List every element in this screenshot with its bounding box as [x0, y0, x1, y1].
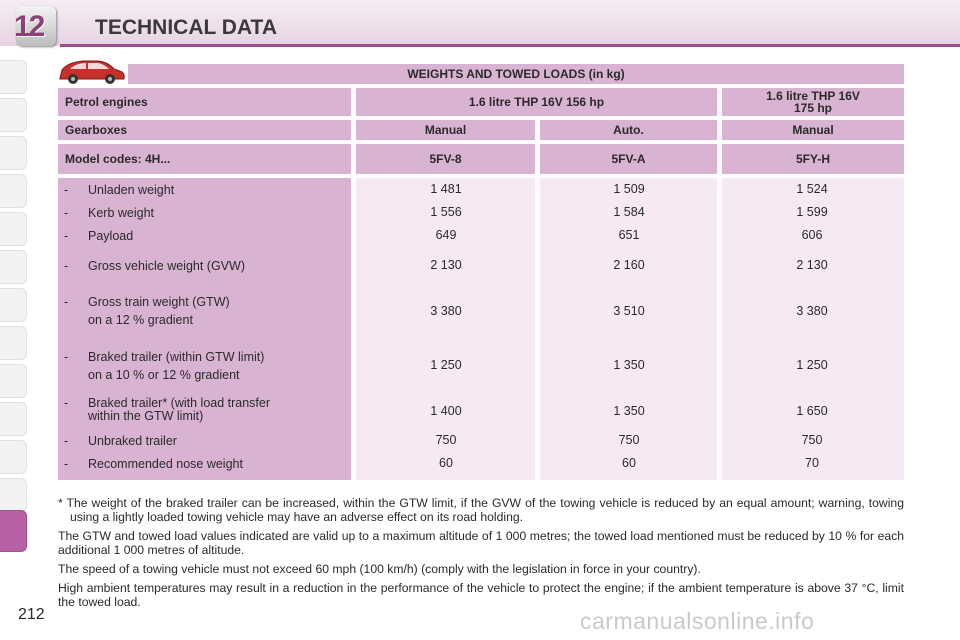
row-label: - Payload: [64, 229, 134, 243]
cell-value: 2 130: [430, 258, 462, 272]
row-label: - Unladen weight: [64, 183, 175, 197]
header-rule: [60, 44, 960, 47]
row-label: - Recommended nose weight: [64, 457, 243, 471]
cell-value: 1 250: [796, 358, 828, 372]
watermark: carmanualsonline.info: [580, 608, 815, 634]
row-label: - Braked trailer (within GTW limit) on a 10 % or 12 % gradient: [64, 350, 265, 382]
side-tab[interactable]: [0, 364, 27, 398]
petrol-engines-label: Petrol engines: [58, 88, 351, 116]
page-title: TECHNICAL DATA: [95, 16, 277, 39]
cell-value: 750: [618, 433, 640, 447]
cell-value: 1 556: [430, 205, 462, 219]
side-tab[interactable]: [0, 98, 27, 132]
note-paragraph: The GTW and towed load values indicated are valid up to a maximum altitude of 1 000 metres; the towed load mentioned must be reduced by 10 % for each additional 1 000 metres of altitude.: [58, 529, 904, 557]
engine-2-header: [722, 88, 904, 116]
cell-value: 3 380: [430, 304, 462, 318]
cell-value: 1 400: [430, 404, 462, 418]
cell-value: 1 350: [613, 358, 645, 372]
cell-value: 649: [435, 228, 457, 242]
gearbox-col-2: Auto.: [540, 120, 717, 140]
row-label: - Unbraked trailer: [64, 434, 177, 448]
cell-value: 651: [618, 228, 640, 242]
chapter-side-tabs: [0, 60, 28, 580]
row-label: - Kerb weight: [64, 206, 155, 220]
cell-value: 3 380: [796, 304, 828, 318]
side-tab[interactable]: [0, 288, 27, 322]
cell-value: 1 509: [613, 182, 645, 196]
car-icon: [56, 58, 126, 86]
gearbox-col-1: Manual: [356, 120, 535, 140]
row-label: - Gross train weight (GTW) on a 12 % gradient: [64, 295, 230, 327]
cell-value: 60: [622, 456, 636, 470]
notes-block: [58, 496, 904, 614]
side-tab[interactable]: [0, 440, 27, 474]
cell-value: 1 599: [796, 205, 828, 219]
cell-value: 606: [801, 228, 823, 242]
engine-1-header: 1.6 litre THP 16V 156 hp: [356, 88, 717, 116]
model-col-1: 5FV-8: [356, 144, 535, 174]
side-tab[interactable]: [0, 212, 27, 246]
cell-value: 1 524: [796, 182, 828, 196]
model-codes-label: Model codes: 4H...: [58, 144, 351, 174]
row-label: - Gross vehicle weight (GVW): [64, 259, 245, 273]
note-paragraph: High ambient temperatures may result in a reduction in the performance of the vehicle to protect the engine; if the ambient temperature is above 37 °C, limit the towed load.: [58, 581, 904, 609]
footnote: * The weight of the braked trailer can be increased, within the GTW limit, if the GVW of the towing vehicle is reduced by an equal amount; warning, towing using a lightly loaded towing vehicle may have an adverse effect on its road holding.: [58, 496, 904, 524]
side-tab[interactable]: [0, 60, 27, 94]
engine-2-line2: 175 hp: [793, 101, 832, 115]
side-tab[interactable]: [0, 250, 27, 284]
model-col-2: 5FV-A: [540, 144, 717, 174]
cell-value: 2 160: [613, 258, 645, 272]
engine-2-line1: 1.6 litre THP 16V: [766, 89, 860, 103]
chapter-number: 12: [14, 10, 44, 43]
gearbox-col-3: Manual: [722, 120, 904, 140]
cell-value: 1 350: [613, 404, 645, 418]
cell-value: 70: [805, 456, 819, 470]
side-tab[interactable]: [0, 402, 27, 436]
cell-value: 750: [801, 433, 823, 447]
note-paragraph: The speed of a towing vehicle must not exceed 60 mph (100 km/h) (comply with the legislation in force in your country).: [58, 562, 701, 576]
side-tab[interactable]: [0, 136, 27, 170]
cell-value: 3 510: [613, 304, 645, 318]
cell-value: 1 584: [613, 205, 645, 219]
side-tab[interactable]: [0, 478, 27, 512]
cell-value: 750: [435, 433, 457, 447]
side-tab-active[interactable]: [0, 510, 27, 552]
cell-value: 1 650: [796, 404, 828, 418]
section-title: WEIGHTS AND TOWED LOADS (in kg): [128, 64, 904, 84]
side-tab[interactable]: [0, 326, 27, 360]
gearboxes-label: Gearboxes: [58, 120, 351, 140]
cell-value: 1 481: [430, 182, 462, 196]
cell-value: 1 250: [430, 358, 462, 372]
cell-value: 60: [439, 456, 453, 470]
model-col-3: 5FY-H: [722, 144, 904, 174]
side-tab[interactable]: [0, 174, 27, 208]
page-number: 212: [18, 606, 45, 623]
cell-value: 2 130: [796, 258, 828, 272]
row-label: - Braked trailer* (with load transfer within the GTW limit): [64, 396, 271, 423]
